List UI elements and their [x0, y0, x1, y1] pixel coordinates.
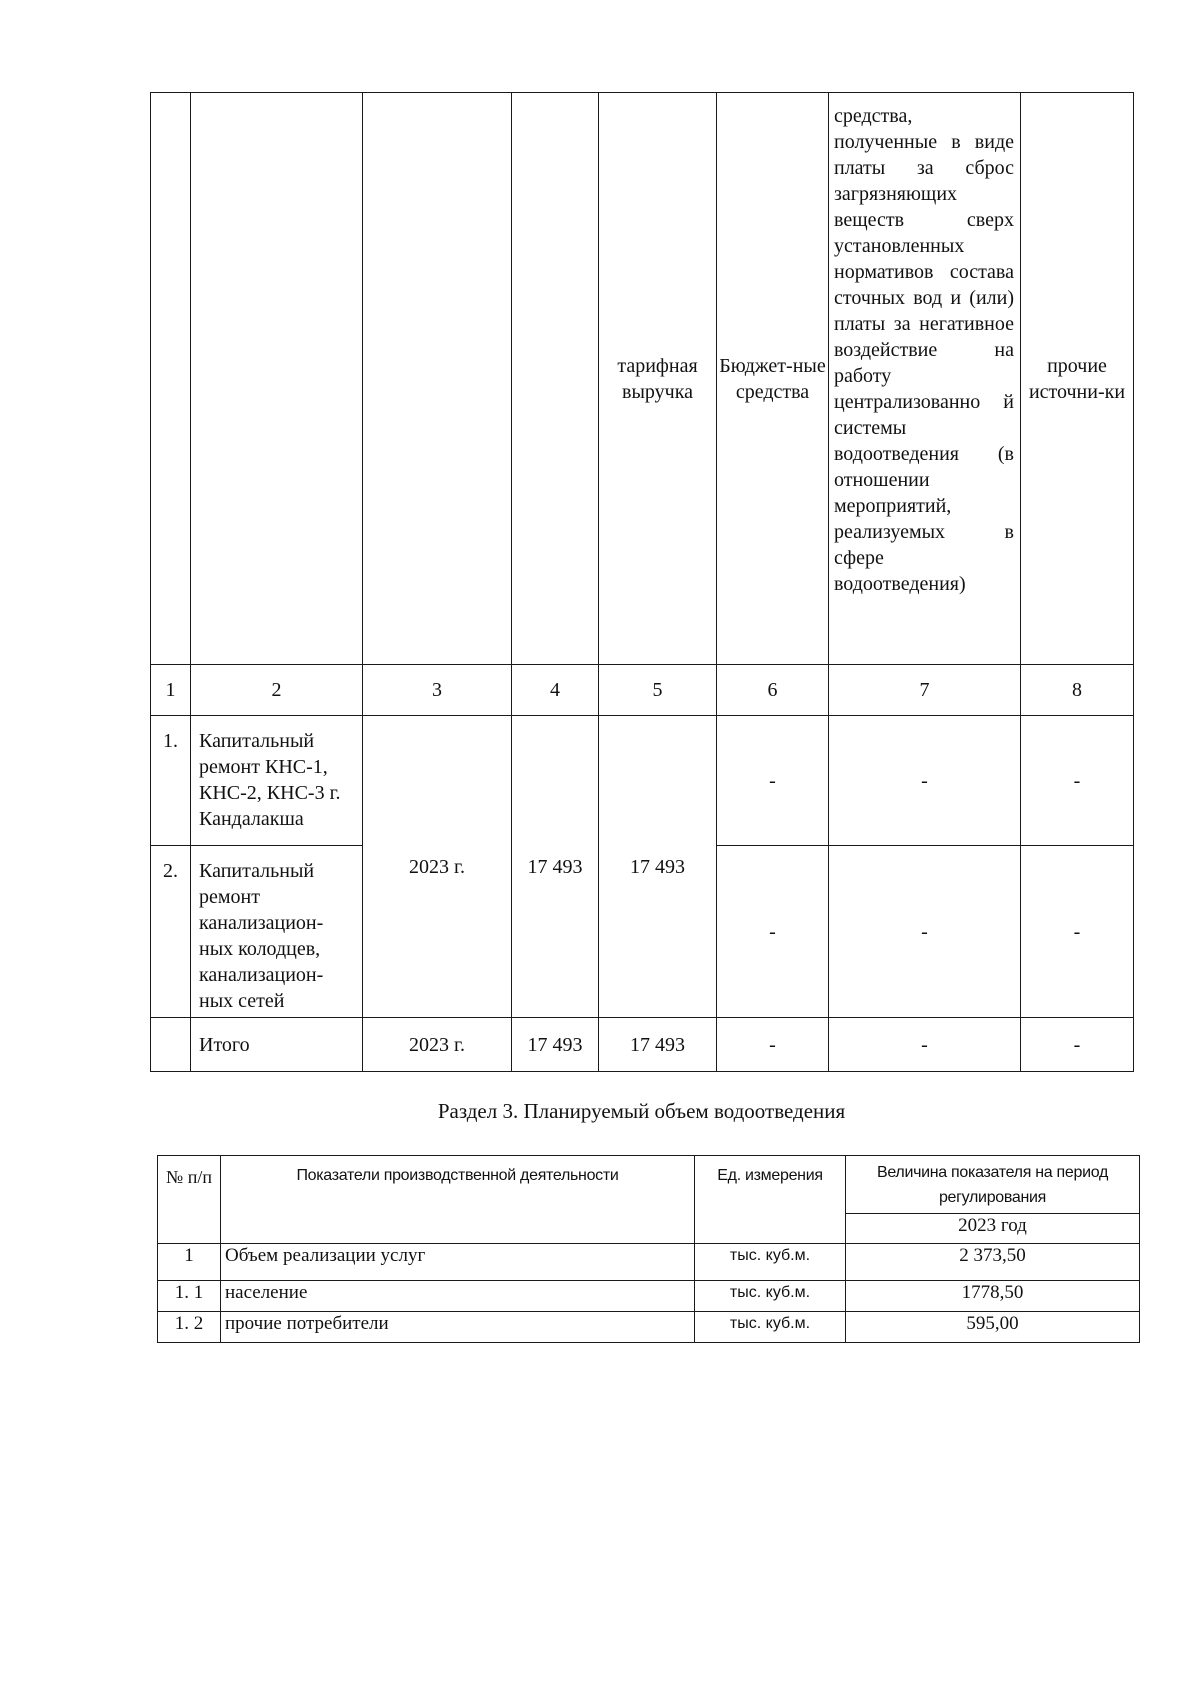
header-row [151, 93, 1134, 665]
col-number: 5 [599, 665, 717, 716]
col-number: 8 [1021, 665, 1134, 716]
merged-total: 17 493 [512, 716, 599, 1018]
row-number: 1 [158, 1244, 221, 1281]
col-number: 4 [512, 665, 599, 716]
header-budget-funds: Бюджет-ные средства [717, 93, 829, 665]
header-tariff-revenue: тарифная выручка [599, 93, 717, 665]
row-unit: тыс. куб.м. [695, 1312, 846, 1343]
table-row [158, 1244, 1140, 1281]
col-number: 1 [151, 665, 191, 716]
row-other-value: - [1021, 846, 1134, 1018]
header-cell-1 [151, 93, 191, 665]
header-row [158, 1156, 1140, 1214]
row-name: Капитальный ремонт КНС-1, КНС-2, КНС-3 г. Кандалакша [191, 716, 363, 846]
total-row-number [151, 1018, 191, 1072]
total-other: - [1021, 1018, 1134, 1072]
header-cell-3 [363, 93, 512, 665]
row-name: Капитальный ремонт канализацион-ных колодцев, канализацион-ных сетей [191, 846, 363, 1018]
header-pollution-fees: средства, полученные в виде платы за сброс загрязняющих веществ сверх установленных нормативов состава сточных вод и (или) платы за негативное воздействие на работу централизованно й системы водоотведения (в отношении мероприятий, реализуемых в сфере водоотведения) [829, 93, 1021, 665]
total-budget: - [717, 1018, 829, 1072]
total-row [151, 1018, 1134, 1072]
total-year: 2023 г. [363, 1018, 512, 1072]
table-row [158, 1312, 1140, 1343]
row-fees-value: - [829, 846, 1021, 1018]
header-cell-2 [191, 93, 363, 665]
col-number: 7 [829, 665, 1021, 716]
row-value: 2 373,50 [846, 1244, 1140, 1281]
total-fees: - [829, 1018, 1021, 1072]
header-num: № п/п [158, 1156, 221, 1244]
total-tariff: 17 493 [599, 1018, 717, 1072]
row-other-value: - [1021, 716, 1134, 846]
header-other-sources: прочие источни-ки [1021, 93, 1134, 665]
row-indicator: прочие потребители [221, 1312, 695, 1343]
row-unit: тыс. куб.м. [695, 1281, 846, 1312]
table-row [151, 716, 1134, 846]
row-budget-value: - [717, 716, 829, 846]
total-amount: 17 493 [512, 1018, 599, 1072]
table-row [158, 1281, 1140, 1312]
wastewater-volume-table [157, 1155, 1140, 1343]
column-numbers-row [151, 665, 1134, 716]
col-number: 6 [717, 665, 829, 716]
row-value: 595,00 [846, 1312, 1140, 1343]
row-budget-value: - [717, 846, 829, 1018]
header-cell-4 [512, 93, 599, 665]
row-value: 1778,50 [846, 1281, 1140, 1312]
row-indicator: население [221, 1281, 695, 1312]
row-unit: тыс. куб.м. [695, 1244, 846, 1281]
header-year: 2023 год [846, 1214, 1140, 1244]
header-unit: Ед. измерения [695, 1156, 846, 1244]
total-label: Итого [191, 1018, 363, 1072]
section-3-title: Раздел 3. Планируемый объем водоотведения [437, 1099, 846, 1123]
row-number: 1. 2 [158, 1312, 221, 1343]
merged-tariff: 17 493 [599, 716, 717, 1018]
row-number: 1. [151, 716, 191, 846]
col-number: 2 [191, 665, 363, 716]
row-number: 1. 1 [158, 1281, 221, 1312]
col-number: 3 [363, 665, 512, 716]
merged-year: 2023 г. [363, 716, 512, 1018]
header-indicator: Показатели производственной деятельности [221, 1156, 695, 1244]
row-number: 2. [151, 846, 191, 1018]
investment-sources-table [150, 92, 1134, 1072]
row-fees-value: - [829, 716, 1021, 846]
header-value: Величина показателя на период регулирования [846, 1156, 1140, 1214]
row-indicator: Объем реализации услуг [221, 1244, 695, 1281]
